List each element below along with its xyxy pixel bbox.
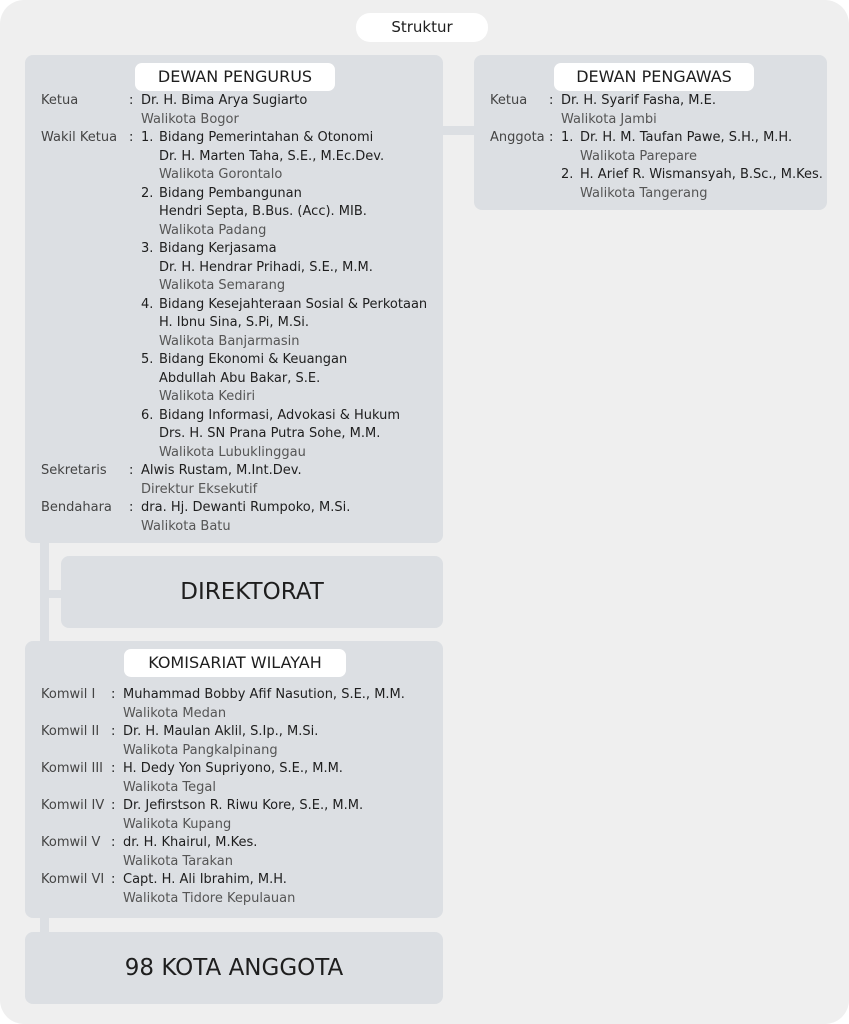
colon: : [129,93,134,108]
komwil-name-1: Muhammad Bobby Afif Nasution, S.E., M.M. [123,687,405,702]
komwil-name-5: dr. H. Khairul, M.Kes. [123,835,258,850]
komwil-label-1: Komwil I [41,687,96,702]
anggota-name-2: H. Arief R. Wismansyah, B.Sc., M.Kes. [580,167,823,182]
wakil-ketua-label: Wakil Ketua [41,130,118,145]
wakil-name-4: H. Ibnu Sina, S.Pi, M.Si. [159,315,310,330]
colon: : [129,130,134,145]
komwil-position-5: Walikota Tarakan [123,853,233,869]
wakil-position-3: Walikota Semarang [159,278,286,293]
kota-anggota-label: 98 KOTA ANGGOTA [124,955,344,981]
anggota-num-2: 2. [561,167,574,182]
wakil-bidang-4: Bidang Kesejahteraan Sosial & Perkotaan [159,296,428,312]
wakil-name-1: Dr. H. Marten Taha, S.E., M.Ec.Dev. [159,148,385,164]
wakil-bidang-3: Bidang Kerjasama [159,241,277,256]
wakil-num-6: 6. [141,407,154,423]
komwil-label-6: Komwil VI [41,872,105,887]
wakil-num-5: 5. [141,352,154,367]
wakil-name-5: Abdullah Abu Bakar, S.E. [159,370,321,386]
anggota-num-1: 1. [561,130,574,145]
page-title: Struktur [356,13,488,42]
wakil-position-2: Walikota Padang [159,222,267,238]
sekretaris-name: Alwis Rustam, M.Int.Dev. [141,463,302,478]
komisariat-box [25,641,443,918]
komwil-label-4: Komwil IV [41,798,105,813]
komwil-label-5: Komwil V [41,835,101,850]
wakil-num-3: 3. [141,241,154,256]
colon: : [549,93,554,108]
komwil-name-2: Dr. H. Maulan Aklil, S.Ip., M.Si. [123,724,319,739]
ketua-name: Dr. H. Bima Arya Sugiarto [141,93,308,108]
bendahara-label: Bendahara [41,500,112,515]
colon: : [111,724,116,739]
pengawas-ketua-label: Ketua [490,93,528,108]
anggota-name-1: Dr. H. M. Taufan Pawe, S.H., M.H. [580,130,793,145]
komwil-name-3: H. Dedy Yon Supriyono, S.E., M.M. [123,761,343,776]
dewan-pengurus-box [25,55,443,543]
colon: : [111,687,116,702]
wakil-num-4: 4. [141,296,154,312]
sekretaris-position: Direktur Eksekutif [141,481,258,497]
komwil-position-4: Walikota Kupang [123,816,232,832]
pengawas-ketua-name: Dr. H. Syarif Fasha, M.E. [561,93,717,108]
colon: : [129,463,134,478]
wakil-num-1: 1. [141,130,154,145]
anggota-position-2: Walikota Tangerang [580,185,708,201]
komwil-label-3: Komwil III [41,761,103,776]
colon: : [549,130,554,145]
colon: : [111,835,116,850]
ketua-label: Ketua [41,93,79,108]
komwil-label-2: Komwil II [41,724,100,739]
colon: : [111,761,116,776]
direktorat-box [61,556,443,628]
wakil-name-3: Dr. H. Hendrar Prihadi, S.E., M.M. [159,259,373,275]
sekretaris-label: Sekretaris [41,463,107,478]
wakil-position-1: Walikota Gorontalo [159,167,283,182]
wakil-bidang-1: Bidang Pemerintahan & Otonomi [159,130,374,145]
wakil-position-5: Walikota Kediri [159,389,256,404]
wakil-position-4: Walikota Banjarmasin [159,333,300,349]
komwil-position-1: Walikota Medan [123,705,227,721]
colon: : [111,872,116,887]
komwil-position-2: Walikota Pangkalpinang [123,742,278,758]
wakil-name-6: Drs. H. SN Prana Putra Sohe, M.M. [159,426,381,441]
kota-anggota-box [25,932,443,1004]
dewan-pengawas-header: DEWAN PENGAWAS [554,63,754,91]
dewan-pengawas-box [474,55,827,210]
pengawas-ketua-position: Walikota Jambi [561,111,657,127]
anggota-label: Anggota [490,130,545,145]
colon: : [129,500,134,515]
komwil-name-4: Dr. Jefirstson R. Riwu Kore, S.E., M.M. [123,798,364,813]
wakil-position-6: Walikota Lubuklinggau [159,444,306,460]
dewan-pengurus-header: DEWAN PENGURUS [135,63,335,91]
wakil-bidang-2: Bidang Pembangunan [159,185,302,201]
komwil-position-3: Walikota Tegal [123,779,216,795]
komwil-name-6: Capt. H. Ali Ibrahim, M.H. [123,872,287,887]
direktorat-label: DIREKTORAT [180,579,324,605]
connector-pengurus-pengawas [442,126,476,135]
ketua-position: Walikota Bogor [141,111,239,127]
wakil-bidang-6: Bidang Informasi, Advokasi & Hukum [159,407,401,423]
wakil-name-2: Hendri Septa, B.Bus. (Acc). MIB. [159,204,367,219]
bendahara-position: Walikota Batu [141,518,231,534]
bendahara-name: dra. Hj. Dewanti Rumpoko, M.Si. [141,500,351,515]
colon: : [111,798,116,813]
anggota-position-1: Walikota Parepare [580,148,697,164]
komwil-position-6: Walikota Tidore Kepulauan [123,890,296,906]
wakil-bidang-5: Bidang Ekonomi & Keuangan [159,352,348,367]
komisariat-header: KOMISARIAT WILAYAH [124,649,346,677]
wakil-num-2: 2. [141,185,154,201]
